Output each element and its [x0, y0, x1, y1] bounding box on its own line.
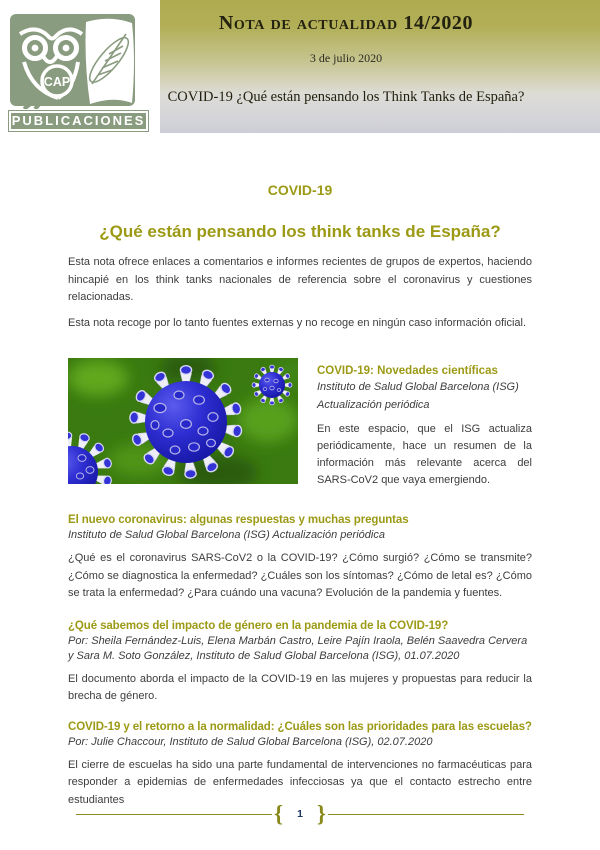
sub-heading: ¿Qué están pensando los think tanks de España?	[99, 222, 501, 241]
cap-publicaciones-logo	[8, 12, 149, 132]
article-section	[68, 721, 532, 810]
section-body: ¿Qué es el coronavirus SARS-CoV2 o la COVID-19? ¿Cómo surgió? ¿Cómo se transmite? ¿Cómo se diagnostica la enfermedad? ¿Cuáles son los síntomas? ¿Cómo de letal es? ¿Cómo se trata la enfermedad? ¿Para cuándo una vacuna? Evolución de la pandemia y fuentes.	[68, 552, 532, 599]
section-title: ¿Qué sabemos del impacto de género en la pandemia de la COVID-19?	[68, 619, 449, 632]
feature-text-column	[317, 358, 532, 489]
feature-title: COVID-19: Novedades científicas	[317, 365, 498, 377]
intro-paragraph-1: Esta nota ofrece enlaces a comentarios e informes recientes de grupos de expertos, haciendo hincapié en los think tanks nacionales de referencia sobre el coronavirus y cuestiones relacionadas.	[68, 256, 532, 303]
section-title: El nuevo coronavirus: algunas respuestas y muchas preguntas	[68, 514, 409, 526]
newsletter-subtitle: COVID-19 ¿Qué están pensando los Think Tanks de España?	[167, 89, 525, 105]
feature-body: En este espacio, que el ISG actualiza periódicamente, hace un resumen de la información más relevante acerca del SARS-CoV2 que vaya emergiendo.	[317, 423, 532, 486]
section-byline: Instituto de Salud Global Barcelona (ISG) Actualización periódica	[68, 529, 385, 541]
banner-text-block	[160, 0, 532, 106]
feature-block	[68, 358, 532, 489]
header-banner	[160, 0, 600, 133]
section-body: El documento aborda el impacto de la COVID-19 en las mujeres y propuestas para reducir la brecha de género.	[68, 672, 532, 702]
main-heading: COVID-19	[267, 182, 333, 198]
footer-brace-left: {	[274, 801, 284, 826]
article-section	[68, 620, 532, 706]
feature-source-line-1: Instituto de Salud Global Barcelona (ISG)	[317, 381, 519, 393]
owl-book-quill-icon	[8, 12, 149, 109]
footer-rule-right	[328, 814, 524, 815]
intro-paragraph-2: Esta nota recoge por lo tanto fuentes externas y no recoge en ningún caso información oficial.	[68, 316, 527, 329]
newsletter-date: 3 de julio 2020	[309, 51, 383, 65]
page-footer	[0, 799, 600, 829]
logo-band-label: PUBLICACIONES	[8, 110, 149, 132]
section-body: El cierre de escuelas ha sido una parte fundamental de intervenciones no farmacéuticas para responder a epidemias de enfermedades infecciosas ya que el contacto estrecho entre estudiantes	[68, 758, 532, 806]
main-content	[68, 170, 532, 809]
section-byline: Por: Sheila Fernández-Luis, Elena Marbán Castro, Leire Pajín Iraola, Belén Saavedra Cervera y Sara M. Soto González, Instituto de Salud Global Barcelona (ISG), 01.07.2020	[68, 634, 528, 662]
footer-rule-left	[76, 814, 272, 815]
article-section	[68, 514, 532, 603]
footer-brace-right: }	[316, 801, 326, 826]
page-number: 1	[297, 808, 303, 820]
feature-source-line-2: Actualización periódica	[317, 399, 430, 411]
section-byline: Por: Julie Chaccour, Instituto de Salud Global Barcelona (ISG), 02.07.2020	[68, 735, 433, 748]
section-title: COVID-19 y el retorno a la normalidad: ¿Cuáles son las prioridades para las escuelas?	[68, 720, 532, 733]
logo-cap-label: CAP	[43, 75, 71, 89]
newsletter-title: Nota de actualidad 14/2020	[218, 12, 474, 34]
coronavirus-image	[68, 358, 298, 484]
